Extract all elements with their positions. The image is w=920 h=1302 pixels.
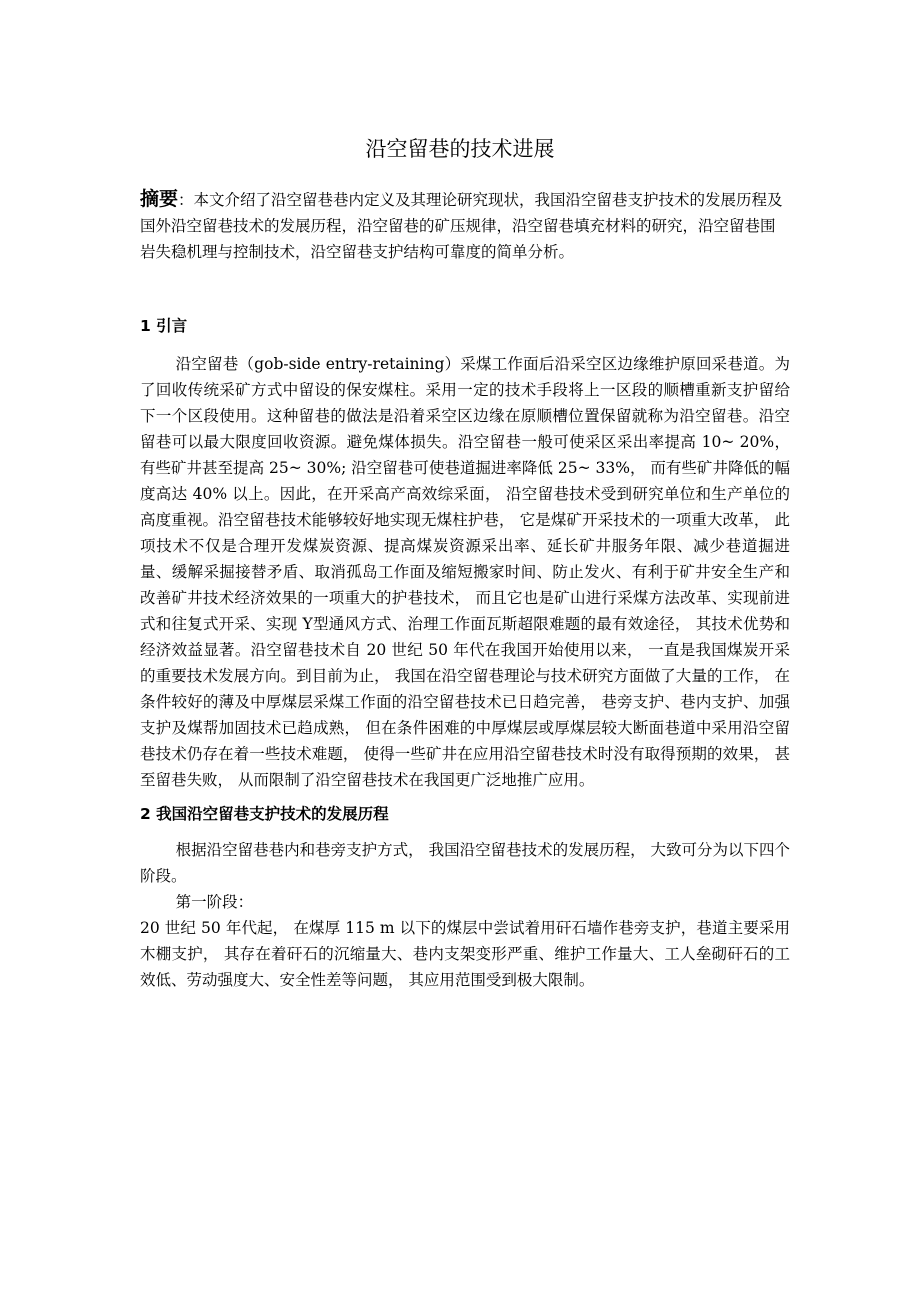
abstract	[140, 186, 790, 265]
abstract-label: 摘要	[140, 188, 179, 210]
section-2-heading: 2 我国沿空留巷支护技术的发展历程	[140, 805, 389, 823]
section-1-heading: 1 引言	[140, 317, 188, 335]
abstract-separator: ：	[178, 191, 194, 209]
stage-1-text: 20 世纪 50 年代起， 在煤厚 115 m 以下的煤层中尝试着用矸石墙作巷旁支护，巷道主要采用木棚支护， 其存在着矸石的沉缩量大、巷内支架变形严重、维护工作量大、工人垒砌矸石的工效低、劳动强度大、安全性差等问题， 其应用范围受到极大限制。	[140, 919, 790, 989]
section-2-intro: 根据沿空留巷巷内和巷旁支护方式， 我国沿空留巷技术的发展历程， 大致可分为以下四个阶段。	[140, 841, 790, 885]
section-1-paragraph: 沿空留巷（gob-side entry-retaining）采煤工作面后沿采空区边缘维护原回采巷道。为了回收传统采矿方式中留设的保安煤柱。采用一定的技术手段将上一区段的顺槽重新支护留给下一个区段使用。这种留巷的做法是沿着采空区边缘在原顺槽位置保留就称为沿空留巷。沿空留巷可以最大限度回收资源。避免煤体损失。沿空留巷一般可使采区采出率提高 10~ 20%， 有些矿井甚至提高 25~ 30%; 沿空留巷可使巷道掘进率降低 25~ 33%， 而有些矿井降低的幅度高达 40% 以上。因此，在开采高产高效综采面， 沿空留巷技术受到研究单位和生产单位的高度重视。沿空留巷技术能够较好地实现无煤柱护巷， 它是煤矿开采技术的一项重大改革， 此项技术不仅是合理开发煤炭资源、提高煤炭资源采出率、延长矿井服务年限、减少巷道掘进量、缓解采掘接替矛盾、取消孤岛工作面及缩短搬家时间、防止发火、有利于矿井安全生产和改善矿井技术经济效果的一项重大的护巷技术， 而且它也是矿山进行采煤方法改革、实现前进式和往复式开采、实现 Y型通风方式、治理工作面瓦斯超限难题的最有效途径， 其技术优势和经济效益显著。沿空留巷技术自 20 世纪 50 年代在我国开始使用以来， 一直是我国煤炭开采的重要技术发展方向。到目前为止， 我国在沿空留巷理论与技术研究方面做了大量的工作， 在条件较好的薄及中厚煤层采煤工作面的沿空留巷技术已日趋完善， 巷旁支护、巷内支护、加强支护及煤帮加固技术已趋成熟， 但在条件困难的中厚煤层或厚煤层较大断面巷道中采用沿空留巷技术仍存在着一些技术难题， 使得一些矿井在应用沿空留巷技术时没有取得预期的效果， 甚至留巷失败， 从而限制了沿空留巷技术在我国更广泛地推广应用。	[140, 355, 790, 789]
stage-1-label: 第一阶段：	[175, 893, 254, 911]
abstract-text: 本文介绍了沿空留巷巷内定义及其理论研究现状，我国沿空留巷支护技术的发展历程及国外沿空留巷技术的发展历程，沿空留巷的矿压规律，沿空留巷填充材料的研究，沿空留巷围岩失稳机理与控制技术，沿空留巷支护结构可靠度的简单分析。	[140, 191, 783, 261]
document-title: 沿空留巷的技术进展	[365, 137, 555, 161]
document-body	[140, 186, 790, 993]
